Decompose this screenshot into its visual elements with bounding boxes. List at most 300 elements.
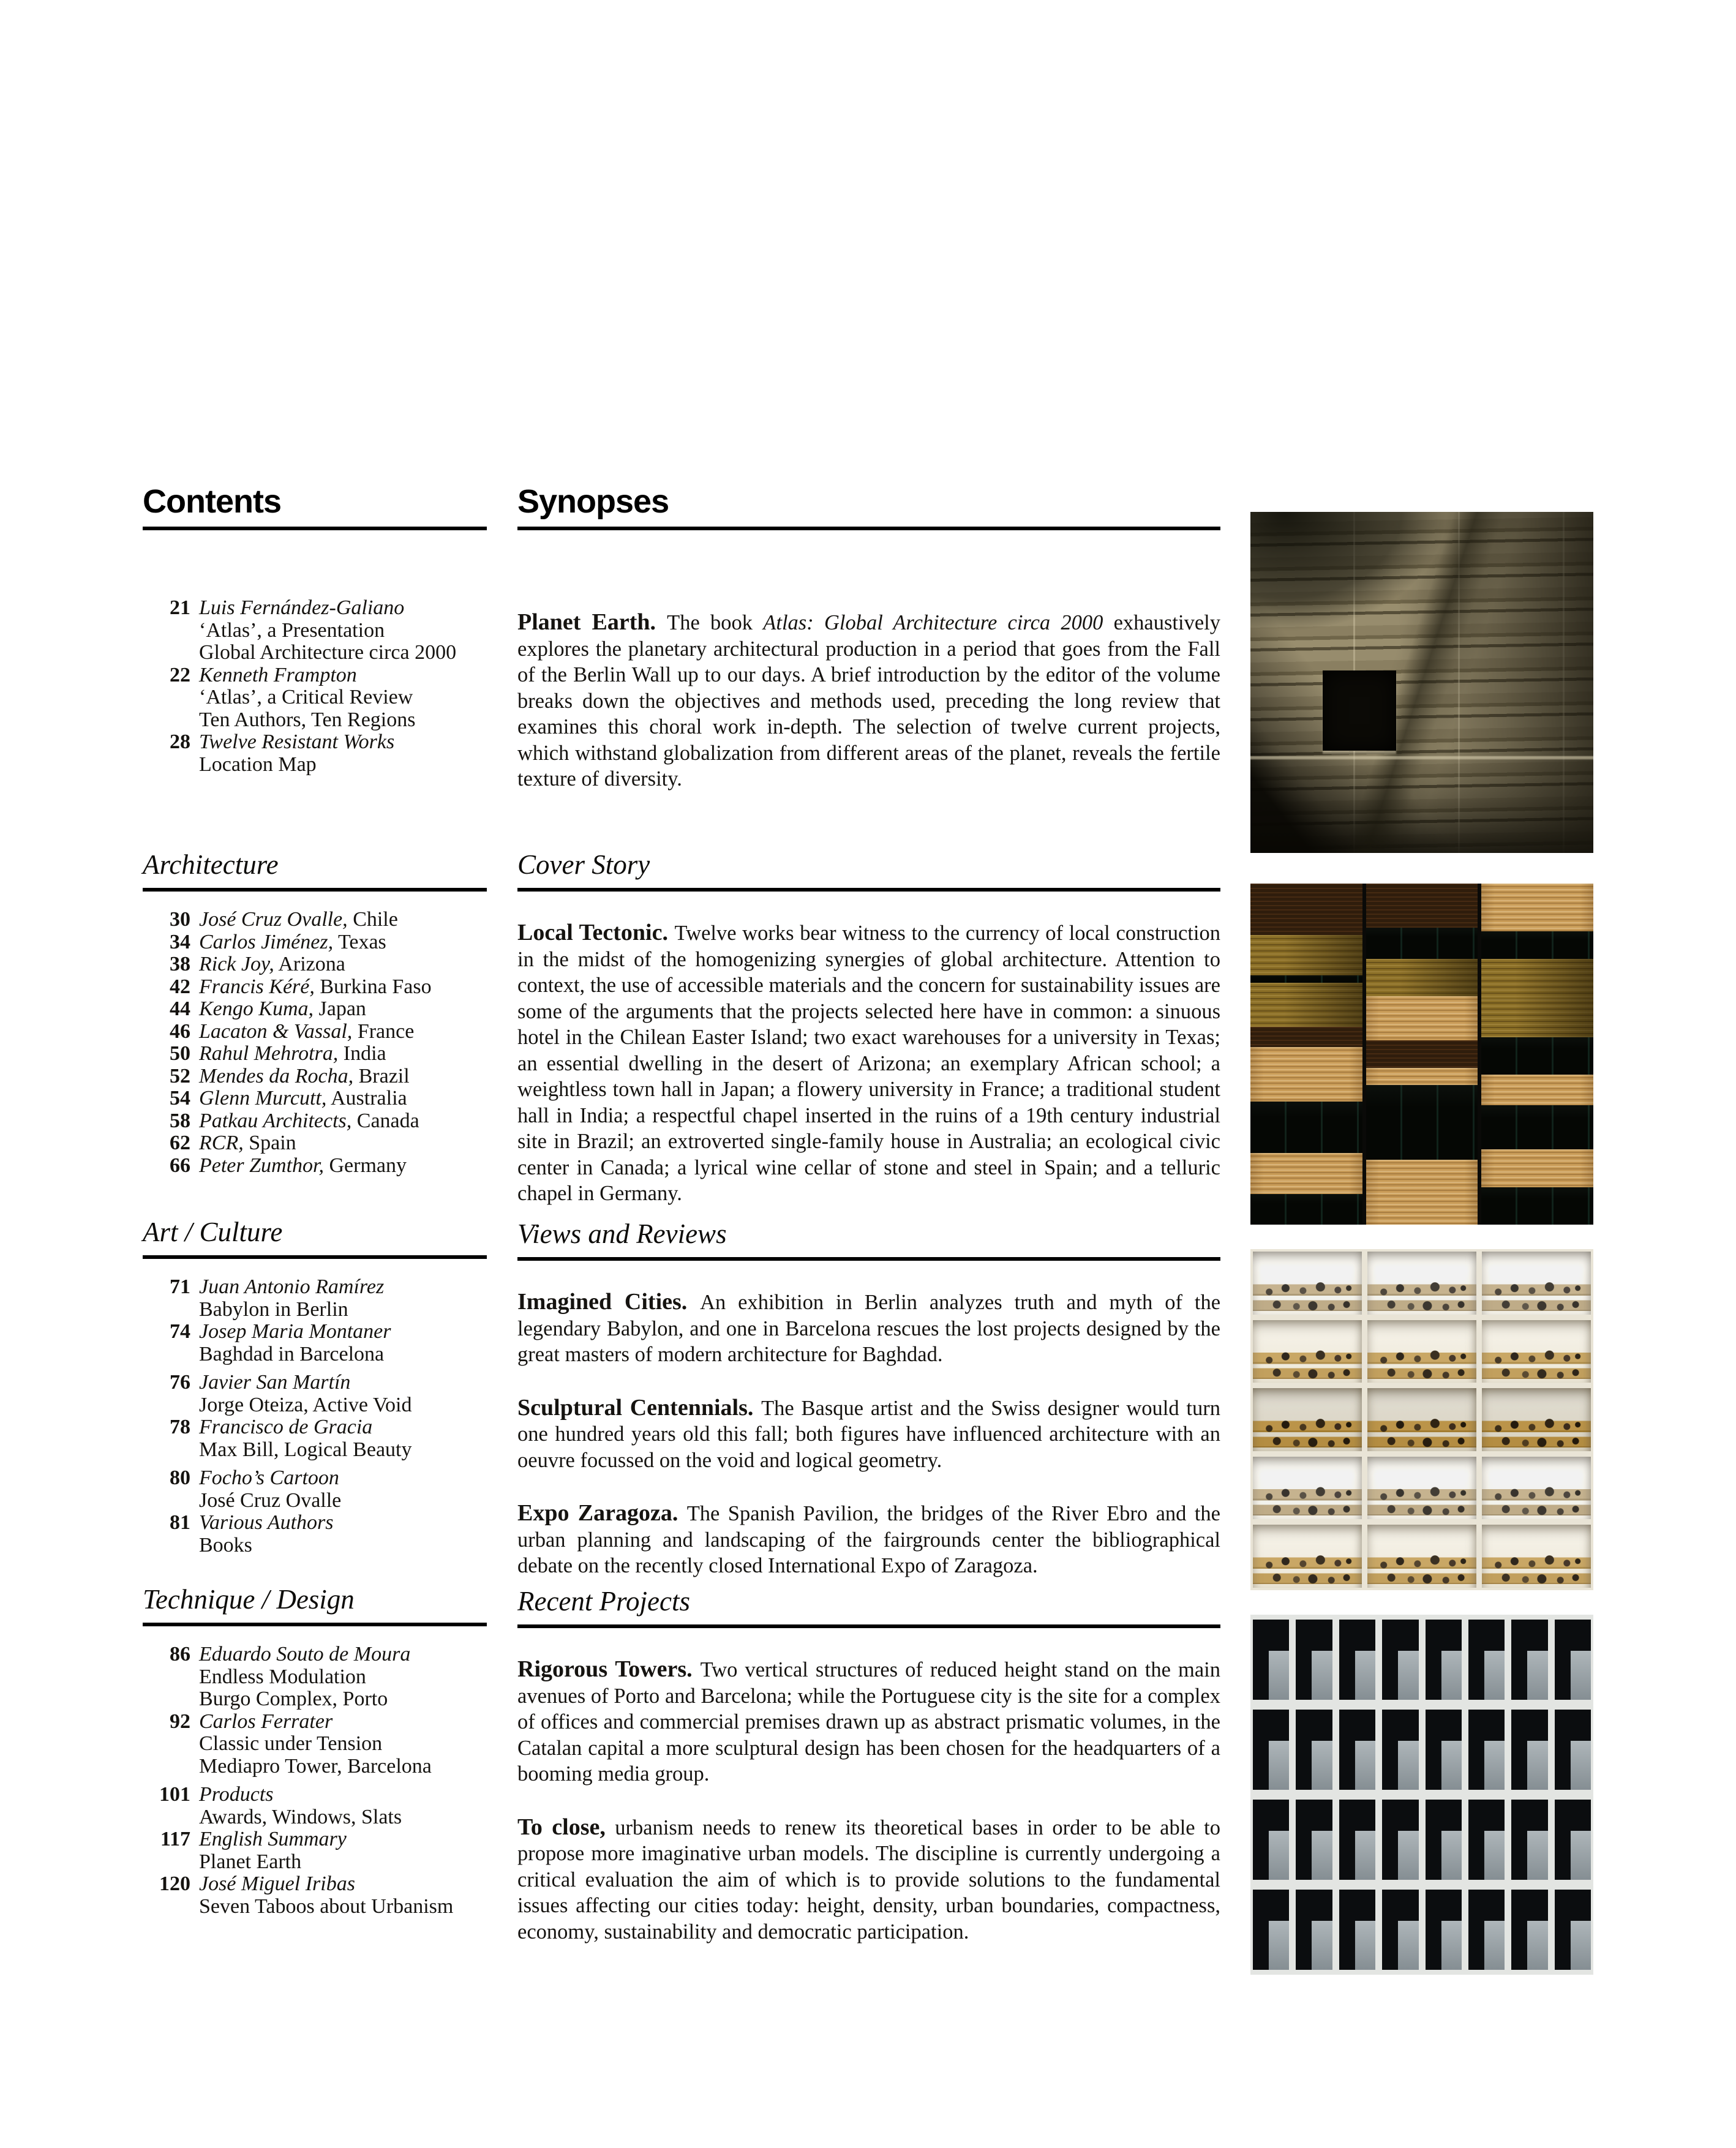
text-segment: Arizona (274, 953, 345, 975)
window-unit (1468, 1890, 1505, 1970)
text-segment: Lacaton & Vassal, (199, 1020, 353, 1043)
text-segment: Jorge Oteiza, Active Void (199, 1393, 412, 1416)
text-segment: Brazil (353, 1064, 410, 1087)
page-number: 22 (170, 663, 190, 686)
window-unit (1511, 1890, 1547, 1970)
page-number: 80 (170, 1466, 190, 1489)
toc-line (143, 1021, 487, 1043)
page-number (143, 709, 190, 732)
toc-line (143, 1321, 487, 1343)
text-segment: José Miguel Iribas (199, 1872, 355, 1895)
toc-line (143, 1087, 487, 1110)
synopsis-paragraph (517, 1814, 1220, 1945)
toc-line (143, 909, 487, 931)
toc-line (143, 664, 487, 687)
toc-text (199, 998, 487, 1021)
text-segment: Various Authors (199, 1511, 334, 1534)
synopsis-paragraph (517, 1500, 1220, 1579)
wood-band (1481, 1149, 1593, 1187)
contents-list (143, 597, 487, 776)
toc-line (143, 1643, 487, 1666)
toc-text (199, 1021, 487, 1043)
text-segment: Kenneth Frampton (199, 663, 357, 686)
window-unit (1511, 1800, 1547, 1880)
page-number: 44 (170, 997, 190, 1020)
toc-text (199, 1343, 487, 1366)
text-segment: English Summary (199, 1828, 347, 1850)
shelf-compartment (1253, 1252, 1362, 1315)
toc-text (199, 1756, 487, 1778)
toc-text (199, 1828, 487, 1851)
page-number: 42 (170, 975, 190, 998)
text-segment: Luis Fernández-Galiano (199, 596, 405, 619)
toc-text (199, 976, 487, 999)
window-unit (1339, 1890, 1375, 1970)
page-number: 38 (170, 953, 190, 975)
section-heading-cover-story: Cover Story (517, 850, 1220, 892)
wood-band (1250, 1047, 1362, 1102)
toc-text (199, 1733, 487, 1756)
text-segment: France (352, 1020, 415, 1043)
toc-line (143, 976, 487, 999)
toc-text (199, 1110, 487, 1133)
text-segment: Rick Joy, (199, 953, 274, 975)
toc-line (143, 953, 487, 976)
window-unit (1426, 1890, 1462, 1970)
text-segment: Seven Taboos about Urbanism (199, 1895, 454, 1918)
text-segment: exhaustively explores the planetary architectural production in a period that goes from the Fall of the Berlin Wall up to our days. A brief introduction by the editor of the volume breaks down the objectives and methods used, preceding the long review that examines this choral work in-depth. The selection of twelve current projects, which withstand globalization from different areas of the planet, reveals the fertile texture of diversity. (517, 611, 1220, 790)
toc-line (143, 731, 487, 754)
toc-line (143, 1512, 487, 1534)
toc-text (199, 686, 487, 709)
text-segment: Australia (326, 1087, 407, 1110)
shelf-compartment (1253, 1525, 1362, 1588)
contents-list (143, 1643, 487, 1918)
text-segment: Planet Earth (199, 1850, 302, 1873)
glass-void (1481, 1037, 1593, 1075)
page-number: 52 (170, 1064, 190, 1087)
text-segment: The Basque artist and the Swiss designer would turn one hundred years old this fall; both figures have influenced architecture with an oeuvre focussed on the void and logical geometry. (517, 1396, 1220, 1472)
window-unit (1555, 1710, 1591, 1790)
wood-band (1250, 935, 1362, 976)
page-number: 21 (170, 596, 190, 619)
toc-line (143, 1394, 487, 1417)
text-segment: Japan (314, 997, 366, 1020)
window-unit (1426, 1710, 1462, 1790)
window-unit (1253, 1620, 1289, 1700)
shelf-compartment (1367, 1457, 1476, 1520)
window-unit (1296, 1710, 1332, 1790)
wood-band (1366, 884, 1478, 928)
text-segment: Planet Earth. (517, 609, 667, 635)
synopsis-paragraph (517, 1289, 1220, 1368)
toc-text (199, 597, 487, 620)
toc-line (143, 1155, 487, 1177)
synopsis-views-and-reviews (517, 1219, 1220, 1606)
synopsis-body (517, 1289, 1220, 1579)
wood-band (1481, 959, 1593, 1000)
glass-void (1250, 1194, 1362, 1225)
concrete-wall-photo (1250, 512, 1593, 853)
toc-text (199, 1439, 487, 1462)
contents-section-architecture (143, 850, 487, 1177)
toc-text (199, 1851, 487, 1874)
wood-band (1250, 1027, 1362, 1047)
page-number (143, 1299, 190, 1321)
toc-line (143, 1299, 487, 1321)
text-segment: Francisco de Gracia (199, 1416, 373, 1438)
synopsis-cover-story (517, 850, 1220, 1234)
toc-text (199, 754, 487, 776)
contents-section-technique-design (143, 1585, 487, 1918)
toc-text (199, 642, 487, 664)
toc-line (143, 597, 487, 620)
window-unit (1253, 1890, 1289, 1970)
toc-line (143, 1416, 487, 1439)
sculpture-shelves-photo (1250, 1249, 1593, 1590)
toc-text (199, 1416, 487, 1439)
section-heading-views-and-reviews: Views and Reviews (517, 1219, 1220, 1261)
page-number: 54 (170, 1087, 190, 1110)
toc-text (199, 953, 487, 976)
window-unit (1382, 1800, 1418, 1880)
toc-text (199, 1490, 487, 1512)
page-number (143, 1343, 190, 1366)
text-segment: Max Bill, Logical Beauty (199, 1438, 412, 1461)
text-segment: Texas (333, 930, 386, 953)
window-unit (1296, 1800, 1332, 1880)
text-segment: Two vertical structures of reduced height stand on the main avenues of Porto and Barcelona; while the Portuguese city is the site for a complex of offices and commercial premises drawn up as abstract prismatic volumes, in the Catalan capital a more sculptural design has been chosen for the headquarters of a booming media group. (517, 1658, 1220, 1786)
toc-text (199, 620, 487, 642)
window-unit (1468, 1620, 1505, 1700)
text-segment: Germany (324, 1154, 407, 1177)
wood-band (1250, 884, 1362, 935)
text-segment: Chile (347, 908, 398, 931)
text-segment: Imagined Cities. (517, 1289, 701, 1315)
page-number: 28 (170, 730, 190, 753)
toc-text (199, 664, 487, 687)
glass-void (1481, 931, 1593, 959)
glass-void (1481, 1105, 1593, 1149)
toc-line (143, 1711, 487, 1733)
toc-line (143, 1666, 487, 1689)
wood-band (1366, 1068, 1478, 1085)
synopsis-paragraph (517, 1656, 1220, 1787)
timber-column (1250, 884, 1362, 1225)
contents-list (143, 909, 487, 1177)
text-segment: Babylon in Berlin (199, 1297, 348, 1321)
page-number: 81 (170, 1511, 190, 1534)
toc-text (199, 909, 487, 931)
glass-void (1366, 1085, 1478, 1160)
toc-line (143, 620, 487, 642)
shelf-compartment (1253, 1457, 1362, 1520)
text-segment: Javier San Martín (199, 1371, 351, 1394)
wood-band (1481, 1075, 1593, 1105)
page-number (143, 1896, 190, 1918)
text-segment: Juan Antonio Ramírez (199, 1275, 385, 1298)
toc-line (143, 1467, 487, 1490)
text-segment: Expo Zaragoza. (517, 1500, 687, 1526)
contents-column-header: Contents (143, 483, 487, 530)
toc-text (199, 1276, 487, 1299)
toc-text (199, 1065, 487, 1088)
text-segment: José Cruz Ovalle, (199, 908, 348, 931)
toc-line (143, 1276, 487, 1299)
page-number (143, 1666, 190, 1689)
window-unit (1296, 1620, 1332, 1700)
section-heading-recent-projects: Recent Projects (517, 1587, 1220, 1628)
window-unit (1426, 1800, 1462, 1880)
synopsis-paragraph (517, 1395, 1220, 1474)
toc-text (199, 1321, 487, 1343)
toc-line (143, 1343, 487, 1366)
shelf-compartment (1367, 1252, 1476, 1315)
text-segment: Burkina Faso (314, 975, 432, 998)
toc-text (199, 931, 487, 954)
window-unit (1555, 1800, 1591, 1880)
window-unit (1511, 1620, 1547, 1700)
page-number: 62 (170, 1132, 190, 1154)
toc-line (143, 1896, 487, 1918)
page-number (143, 642, 190, 664)
window-unit (1253, 1710, 1289, 1790)
page-number (143, 1733, 190, 1756)
text-segment: Canada (351, 1109, 419, 1132)
toc-text (199, 1711, 487, 1733)
text-segment: Twelve Resistant Works (199, 730, 395, 753)
shelf-compartment (1482, 1388, 1591, 1451)
toc-text (199, 1299, 487, 1321)
window-unit (1339, 1620, 1375, 1700)
contents-section-art-culture (143, 1217, 487, 1557)
page-number (143, 1534, 190, 1557)
text-segment: Baghdad in Barcelona (199, 1342, 385, 1365)
toc-line (143, 1756, 487, 1778)
wood-band (1250, 983, 1362, 1027)
page-number: 71 (170, 1275, 190, 1298)
page-number: 34 (170, 930, 190, 953)
wood-band (1481, 884, 1593, 931)
toc-text (199, 709, 487, 732)
text-segment: Local Tectonic. (517, 920, 675, 945)
window-unit (1468, 1710, 1505, 1790)
toc-text (199, 1467, 487, 1490)
synopsis-paragraph (517, 920, 1220, 1207)
text-segment: Burgo Complex, Porto (199, 1688, 388, 1710)
text-segment: Spain (243, 1132, 296, 1154)
glass-void (1366, 928, 1478, 958)
timber-column (1481, 884, 1593, 1225)
toc-line (143, 1110, 487, 1133)
page-number: 120 (159, 1872, 190, 1895)
text-segment: ‘Atlas’, a Critical Review (199, 686, 413, 708)
glass-void (1250, 975, 1362, 982)
toc-line (143, 1372, 487, 1394)
text-segment: Atlas: Global Architecture circa 2000 (763, 611, 1103, 634)
toc-text (199, 1132, 487, 1155)
synopsis-intro (517, 609, 1220, 819)
toc-line (143, 1534, 487, 1557)
text-segment: Twelve works bear witness to the currency of local construction in the midst of the homogenizing synergies of global architecture. Attention to context, the use of accessible materials and the concern for sustainability issues are some of the arguments that the projects selected here have in common: a sinuous hotel in the Chilean Easter Island; two exact warehouses for a university in Texas; an essential dwelling in the desert of Arizona; an exemplary African school; a weightless town hall in Japan; a flowery university in France; a traditional student hall in India; a respectful chapel inserted in the ruins of a 19th century industrial site in Brazil; an extroverted single-family house in Australia; an ecological civic center in Canada; a lyrical wine cellar of stone and steel in Spain; and a telluric chapel in Germany. (517, 922, 1220, 1205)
wood-band (1366, 959, 1478, 996)
text-segment: Classic under Tension (199, 1732, 383, 1755)
shelf-compartment (1253, 1320, 1362, 1383)
page-number (143, 1851, 190, 1874)
text-segment: urbanism needs to renew its theoretical bases in order to be able to propose more imaginative urban models. The discipline is currently undergoing a critical evaluation the aim of which is to provide solutions to the fundamental issues affecting our cities today: height, density, urban boundaries, compactness, economy, sustainability and democratic participation. (517, 1816, 1220, 1943)
toc-line (143, 931, 487, 954)
wood-band (1366, 996, 1478, 1040)
glass-void (1250, 1102, 1362, 1153)
text-segment: Sculptural Centennials. (517, 1394, 762, 1421)
contents-list (143, 1276, 487, 1557)
section-heading-technique-design: Technique / Design (143, 1585, 487, 1626)
text-segment: Location Map (199, 753, 317, 776)
window-unit (1339, 1800, 1375, 1880)
timber-column (1366, 884, 1478, 1225)
text-segment: Ten Authors, Ten Regions (199, 708, 416, 731)
page-number (143, 620, 190, 642)
toc-line (143, 1733, 487, 1756)
toc-line (143, 1851, 487, 1874)
page-number: 74 (170, 1320, 190, 1343)
toc-text (199, 1896, 487, 1918)
text-segment: Peter Zumthor, (199, 1154, 324, 1177)
toc-text (199, 1512, 487, 1534)
section-heading-architecture: Architecture (143, 850, 487, 892)
window-unit (1382, 1710, 1418, 1790)
glass-void (1481, 1187, 1593, 1225)
page-number: 58 (170, 1109, 190, 1132)
page-number: 30 (170, 908, 190, 931)
text-segment: Mediapro Tower, Barcelona (199, 1754, 432, 1778)
toc-line (143, 1132, 487, 1155)
wood-band (1366, 1040, 1478, 1068)
toc-line (143, 1784, 487, 1806)
synopses-column-header: Synopses (517, 483, 1220, 530)
text-segment: Patkau Architects, (199, 1109, 352, 1132)
window-unit (1555, 1620, 1591, 1700)
window-unit (1382, 1890, 1418, 1970)
toc-line (143, 686, 487, 709)
text-segment: ‘Atlas’, a Presentation (199, 618, 385, 642)
text-segment: Carlos Jiménez, (199, 930, 334, 953)
window-unit (1296, 1890, 1332, 1970)
page-number (143, 1756, 190, 1778)
toc-line (143, 642, 487, 664)
text-segment: Global Architecture circa 2000 (199, 641, 457, 664)
page-number: 92 (170, 1710, 190, 1733)
wood-band (1481, 999, 1593, 1037)
window-unit (1468, 1800, 1505, 1880)
shelf-compartment (1482, 1525, 1591, 1588)
text-segment: José Cruz Ovalle (199, 1489, 342, 1512)
toc-text (199, 1043, 487, 1065)
toc-line (143, 998, 487, 1021)
page-number (143, 1490, 190, 1512)
section-heading-art-culture: Art / Culture (143, 1217, 487, 1259)
text-segment: The Spanish Pavilion, the bridges of the River Ebro and the urban planning and landscaping of the fairgrounds center the bibliographical debate on the recently closed International Expo of Zaragoza. (517, 1502, 1220, 1577)
page-number: 78 (170, 1416, 190, 1438)
window-unit (1253, 1800, 1289, 1880)
synopsis-body (517, 920, 1220, 1207)
page-number: 76 (170, 1371, 190, 1394)
shelf-compartment (1482, 1320, 1591, 1383)
text-segment: Focho’s Cartoon (199, 1466, 339, 1489)
toc-line (143, 1873, 487, 1896)
shelf-compartment (1367, 1320, 1476, 1383)
synopsis-body (517, 1656, 1220, 1945)
text-segment: Eduardo Souto de Moura (199, 1643, 411, 1665)
page-number: 46 (170, 1020, 190, 1043)
text-segment: Glenn Murcutt, (199, 1087, 327, 1110)
toc-line (143, 1490, 487, 1512)
wall-opening (1323, 670, 1396, 751)
text-segment: To close, (517, 1814, 615, 1840)
page-number (143, 1806, 190, 1829)
toc-text (199, 731, 487, 754)
toc-text (199, 1873, 487, 1896)
toc-text (199, 1394, 487, 1417)
toc-text (199, 1534, 487, 1557)
toc-text (199, 1155, 487, 1177)
page-number: 117 (160, 1828, 190, 1850)
text-segment: The book (667, 611, 764, 634)
text-segment: Books (199, 1533, 252, 1557)
shelf-compartment (1253, 1388, 1362, 1451)
text-segment: Endless Modulation (199, 1665, 366, 1688)
toc-text (199, 1688, 487, 1711)
page-number: 86 (170, 1643, 190, 1665)
text-segment: Josep Maria Montaner (199, 1320, 391, 1343)
text-segment: An exhibition in Berlin analyzes truth and myth of the legendary Babylon, and one in Barcelona rescues the lost projects designed by the great masters of modern architecture for Baghdad. (517, 1291, 1221, 1366)
toc-line (143, 1688, 487, 1711)
toc-text (199, 1087, 487, 1110)
text-segment: Francis Kéré, (199, 975, 315, 998)
toc-line (143, 1065, 487, 1088)
window-unit (1339, 1710, 1375, 1790)
toc-text (199, 1666, 487, 1689)
shelf-compartment (1367, 1388, 1476, 1451)
shelf-compartment (1482, 1457, 1591, 1520)
synopsis-recent-projects (517, 1587, 1220, 1972)
synopsis-paragraph (517, 609, 1220, 792)
text-segment: Products (199, 1783, 274, 1806)
text-segment: Carlos Ferrater (199, 1710, 333, 1733)
toc-line (143, 754, 487, 776)
page-number: 50 (170, 1042, 190, 1065)
page-number: 101 (159, 1783, 190, 1806)
toc-line (143, 1806, 487, 1829)
text-segment: Kengo Kuma, (199, 997, 314, 1020)
page-number (143, 1688, 190, 1711)
page-number: 66 (170, 1154, 190, 1177)
wood-band (1366, 1160, 1478, 1225)
text-segment: Rahul Mehrotra, (199, 1042, 339, 1065)
page-number (143, 754, 190, 776)
text-segment: RCR, (199, 1132, 244, 1154)
window-unit (1382, 1620, 1418, 1700)
toc-text (199, 1784, 487, 1806)
page-number (143, 686, 190, 709)
shelf-compartment (1367, 1525, 1476, 1588)
toc-line (143, 1043, 487, 1065)
page-number (143, 1439, 190, 1462)
text-segment: Rigorous Towers. (517, 1656, 701, 1682)
page-number (143, 1394, 190, 1417)
text-segment: India (338, 1042, 386, 1065)
window-grid-facade-photo (1250, 1615, 1593, 1975)
